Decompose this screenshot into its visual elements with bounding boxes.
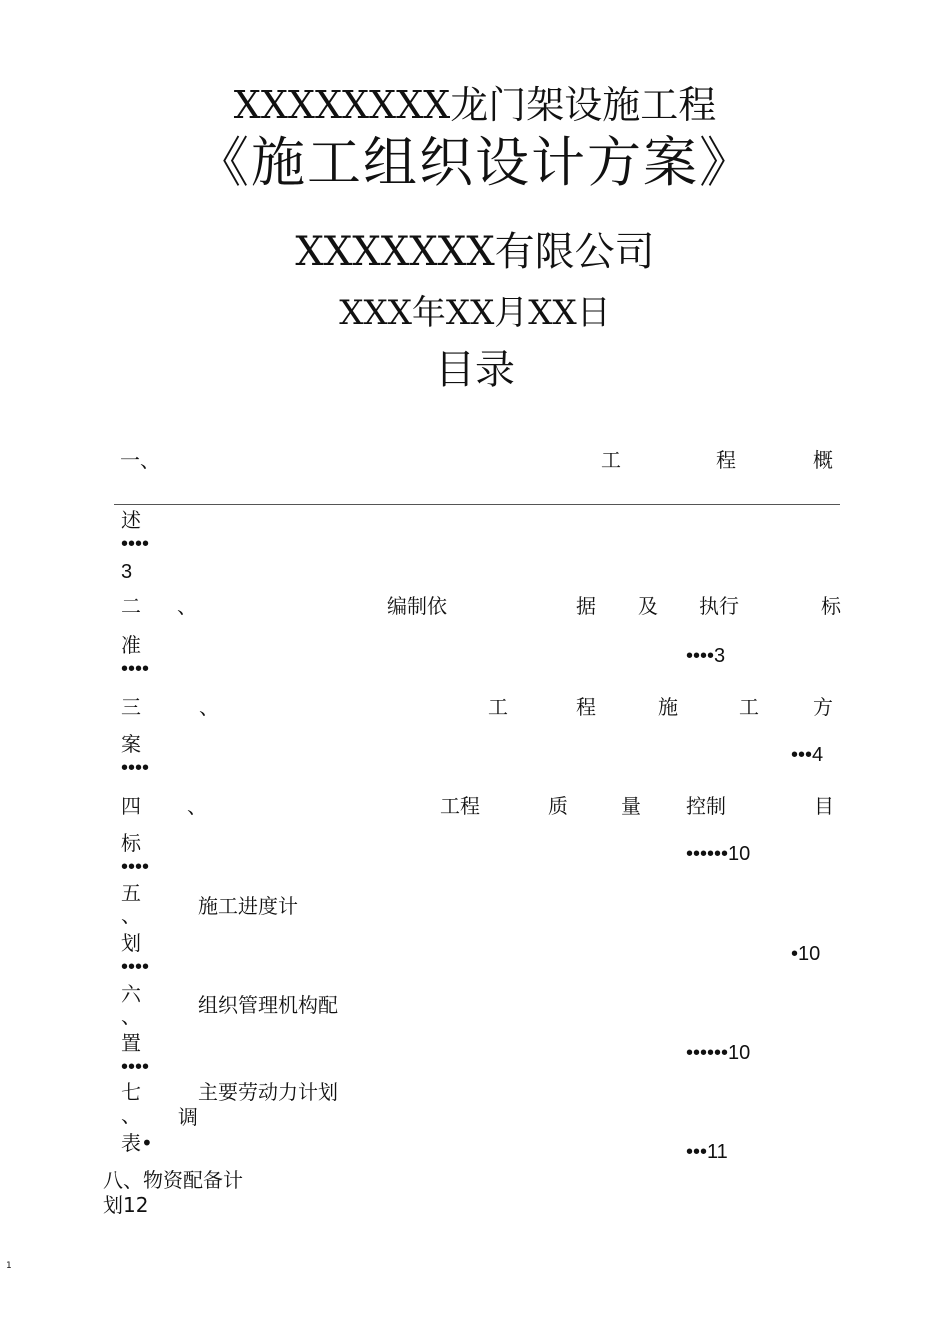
toc-entry-text: 置	[121, 1031, 141, 1055]
toc-entry-text: 标	[121, 831, 141, 855]
toc-entry-separator: 、	[199, 695, 219, 719]
toc-entry-text: 组织管理机构配	[198, 993, 338, 1017]
toc-entry-separator: 、	[121, 903, 141, 927]
toc-entry-text: 及	[638, 594, 658, 618]
toc-leader-dots: ••••	[121, 856, 150, 878]
document-date: XXX年XX月XX日	[339, 293, 611, 333]
toc-entry-text: 施工进度计	[198, 894, 298, 918]
toc-entry-text: 工	[739, 695, 759, 719]
toc-entry-text: 程	[716, 448, 736, 472]
toc-heading: 目录	[435, 347, 515, 393]
toc-entry-text: 编制依	[387, 594, 447, 618]
toc-page-number: •10	[791, 943, 821, 965]
toc-entry-number: 六	[121, 982, 141, 1006]
toc-entry-text: 概	[813, 448, 833, 472]
toc-entry-text: 调	[178, 1105, 198, 1129]
toc-entry-text: 量	[621, 794, 641, 818]
toc-entry-text: 施	[658, 695, 678, 719]
toc-leader-dots: ••••	[121, 757, 150, 779]
toc-page-number: 3	[121, 561, 133, 583]
toc-entry-text: 案	[121, 732, 141, 756]
toc-entry-text: 划12	[103, 1193, 149, 1217]
toc-page-number: ••••••10	[686, 843, 751, 865]
toc-entry-number: 七	[121, 1080, 141, 1104]
document-title: 《施工组织设计方案》	[195, 131, 755, 194]
toc-entry-separator: 、	[187, 794, 207, 818]
toc-entry-text: 标	[821, 594, 841, 618]
toc-entry-text: 质	[548, 794, 568, 818]
toc-entry-text: 工	[601, 448, 621, 472]
toc-entry-number: 五	[121, 881, 141, 905]
toc-leader-dots: ••••	[121, 1056, 150, 1078]
toc-entry-separator: 、	[177, 594, 197, 618]
toc-divider	[114, 504, 840, 505]
toc-page-number: ••••••10	[686, 1042, 751, 1064]
toc-leader-dots: ••••	[121, 658, 150, 680]
toc-entry-text: 划	[121, 931, 141, 955]
page-number: 1	[6, 1261, 12, 1271]
toc-entry-text: 执行	[699, 594, 739, 618]
toc-entry-text: 准	[121, 633, 141, 657]
toc-entry-number: 一、	[120, 448, 160, 472]
toc-entry-text: 主要劳动力计划	[198, 1080, 338, 1104]
toc-entry-number: 二	[121, 594, 141, 618]
toc-entry-separator: 、	[121, 1103, 141, 1127]
project-title: XXXXXXXX龙门架设施工程	[233, 83, 717, 127]
toc-entry-text: 工程	[440, 794, 480, 818]
toc-leader-dots: ••••	[121, 956, 150, 978]
toc-entry-text: 方	[813, 695, 833, 719]
toc-page-number: •••4	[791, 744, 824, 766]
toc-entry-number: 四	[121, 794, 141, 818]
toc-page-number: ••••3	[686, 645, 726, 667]
toc-entry-text: 目	[814, 794, 834, 818]
toc-entry-text: 工	[488, 695, 508, 719]
toc-entry-text: 控制	[686, 794, 726, 818]
toc-entry-text: 述	[121, 508, 141, 532]
toc-entry-text: 据	[576, 594, 596, 618]
company-name: XXXXXXX有限公司	[295, 229, 655, 275]
toc-entry-number: 三	[121, 695, 141, 719]
toc-entry-text: 程	[576, 695, 596, 719]
toc-leader-dots: ••••	[121, 533, 150, 555]
toc-page-number: •••11	[686, 1141, 728, 1163]
toc-entry-separator: 、	[121, 1004, 141, 1028]
toc-entry-text: 表•	[121, 1131, 153, 1155]
toc-entry-text: 八、物资配备计	[103, 1168, 243, 1192]
